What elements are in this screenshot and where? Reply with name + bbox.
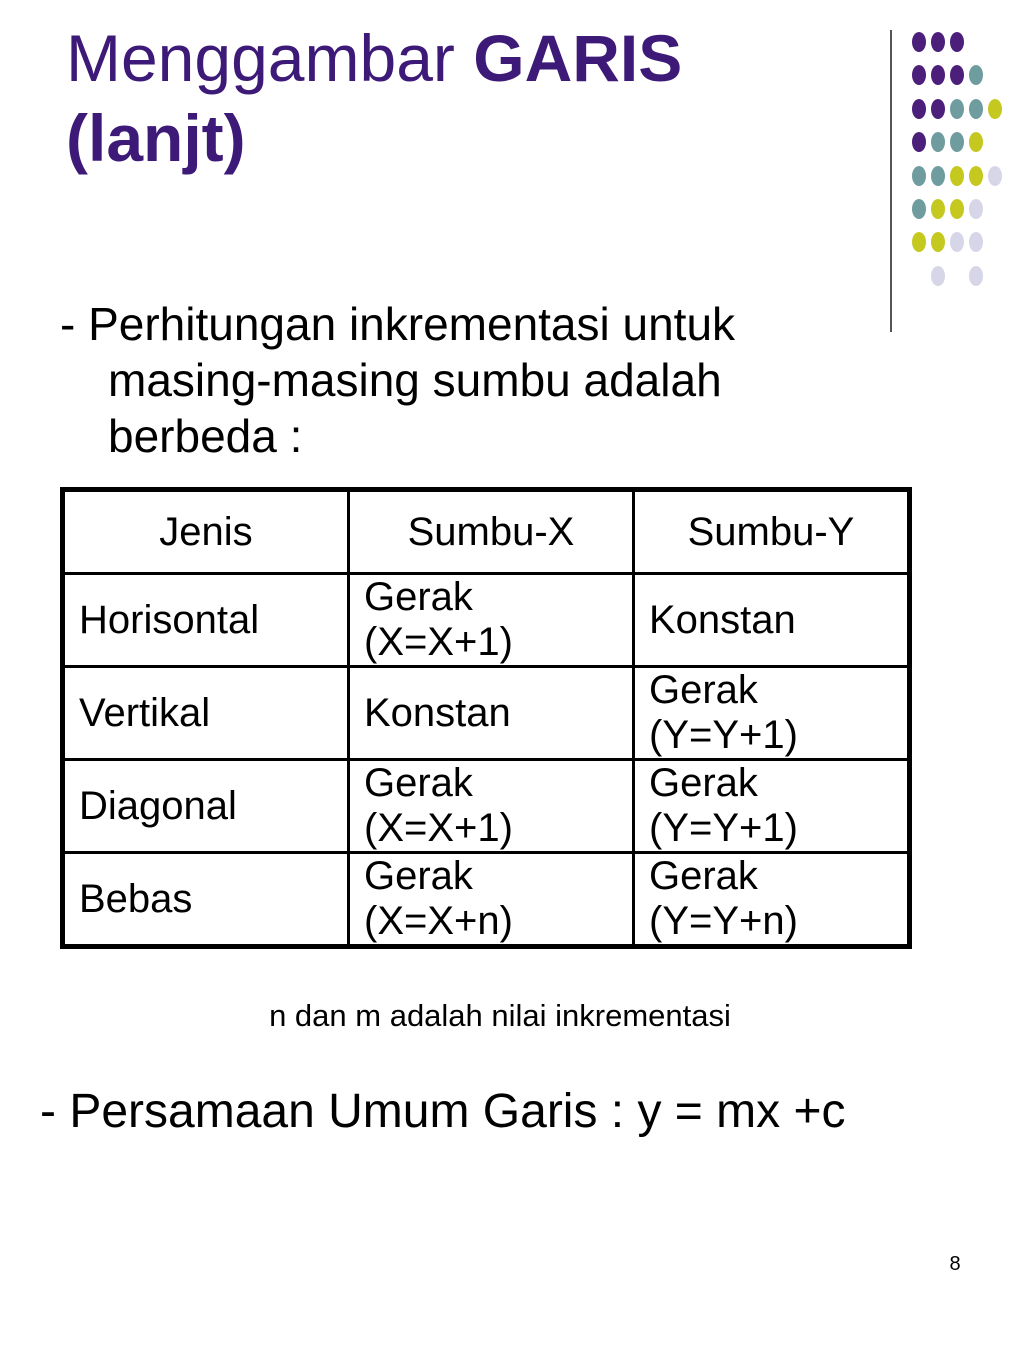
- dot: [931, 132, 945, 152]
- dot: [931, 99, 945, 119]
- dot: [912, 199, 926, 219]
- bullet1-line1: - Perhitungan inkrementasi untuk: [60, 298, 736, 350]
- cell-sumbu-y: Gerak (Y=Y+n): [634, 853, 910, 947]
- decorative-dots: [905, 28, 1015, 298]
- table-header-row: [63, 490, 910, 574]
- cell-sumbu-y: Gerak (Y=Y+1): [634, 667, 910, 760]
- dot: [950, 65, 964, 85]
- table-row: [63, 667, 910, 760]
- cell-sumbu-x: Gerak (X=X+1): [349, 760, 634, 853]
- header-sumbu-y: Sumbu-Y: [634, 490, 910, 574]
- bullet-increment-text: [60, 296, 860, 464]
- dot: [969, 65, 983, 85]
- dot: [912, 32, 926, 52]
- dot: [969, 99, 983, 119]
- dot: [912, 65, 926, 85]
- bullet1-line2: masing-masing sumbu adalah: [108, 354, 722, 406]
- dot: [931, 266, 945, 286]
- dot: [912, 166, 926, 186]
- bullet1-line3: berbeda :: [108, 410, 303, 462]
- dot: [931, 166, 945, 186]
- header-sumbu-x: Sumbu-X: [349, 490, 634, 574]
- dot: [931, 199, 945, 219]
- cell-sumbu-y: Konstan: [634, 574, 910, 667]
- dot: [969, 266, 983, 286]
- dot: [931, 32, 945, 52]
- cell-jenis: Vertikal: [63, 667, 349, 760]
- dot: [969, 166, 983, 186]
- cell-jenis: Horisontal: [63, 574, 349, 667]
- dot: [988, 166, 1002, 186]
- vertical-divider: [890, 30, 892, 332]
- table-row: [63, 574, 910, 667]
- cell-sumbu-y: Gerak (Y=Y+1): [634, 760, 910, 853]
- line-equation: - Persamaan Umum Garis : y = mx +c: [40, 1085, 846, 1138]
- header-jenis: Jenis: [63, 490, 349, 574]
- cell-sumbu-x: Gerak (X=X+n): [349, 853, 634, 947]
- dot: [969, 232, 983, 252]
- dot: [931, 65, 945, 85]
- cell-jenis: Bebas: [63, 853, 349, 947]
- dot: [950, 166, 964, 186]
- dot: [931, 232, 945, 252]
- title-line2: (lanjt): [66, 101, 246, 175]
- cell-sumbu-x: Gerak (X=X+1): [349, 574, 634, 667]
- dot: [912, 232, 926, 252]
- dot: [969, 199, 983, 219]
- slide-title: [66, 18, 866, 178]
- table-row: [63, 760, 910, 853]
- dot: [969, 132, 983, 152]
- dot: [950, 232, 964, 252]
- title-bold: GARIS: [473, 21, 683, 95]
- cell-sumbu-x: Konstan: [349, 667, 634, 760]
- cell-jenis: Diagonal: [63, 760, 349, 853]
- page-number: 8: [949, 1253, 961, 1275]
- dot: [912, 99, 926, 119]
- increment-table: [60, 487, 912, 949]
- dot: [912, 132, 926, 152]
- increment-note: n dan m adalah nilai inkrementasi: [269, 998, 731, 1033]
- dot: [950, 99, 964, 119]
- dot: [950, 132, 964, 152]
- title-regular: Menggambar: [66, 21, 455, 95]
- dot: [950, 32, 964, 52]
- dot: [950, 199, 964, 219]
- table-row: [63, 853, 910, 947]
- dot: [988, 99, 1002, 119]
